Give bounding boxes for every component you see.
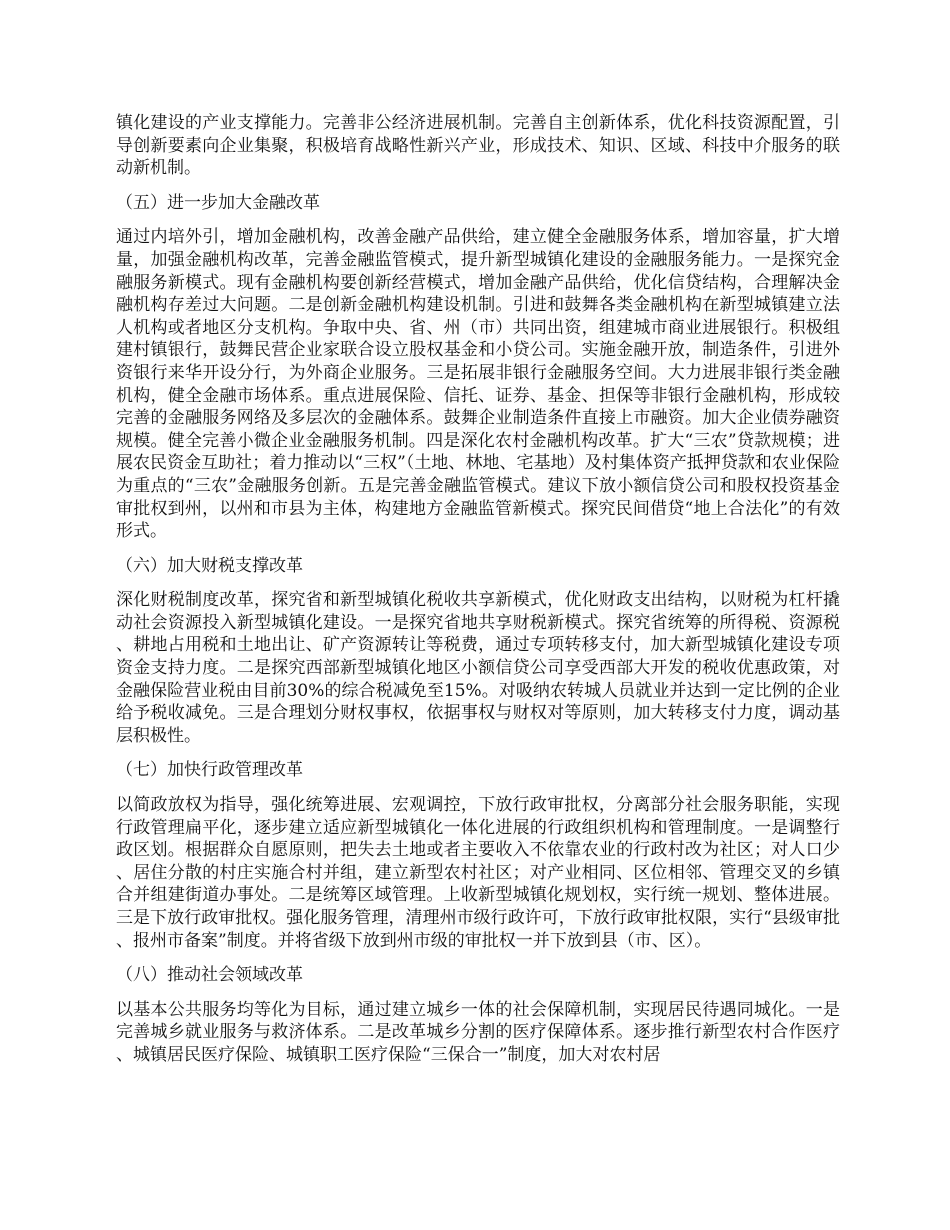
section-heading-social-reform: （八）推动社会领域改革 [116,965,303,986]
paragraph-social-reform: 以基本公共服务均等化为目标，通过建立城乡一体的社会保障机制，实现居民待遇同城化。一是完善城乡就业服务与救济体系。二是改革城乡分割的医疗保障体系。逐步推行新型农村合作医疗、城镇居民医疗保险、城镇职工医疗保险“三保合一”制度，加大对农村居 [116,999,840,1065]
paragraph-industry-support: 镇化建设的产业支撑能力。完善非公经济进展机制。完善自主创新体系，优化科技资源配置，引导创新要素向企业集聚，积极培育战略性新兴产业，形成技术、知识、区域、科技中介服务的联动新机制。 [116,113,840,179]
paragraph-finance-reform: 通过内培外引，增加金融机构，改善金融产品供给，建立健全金融服务体系，增加容量，扩大增量，加强金融机构改革，完善金融监管模式，提升新型城镇化建设的金融服务能力。一是探究金融服务新模式。现有金融机构要创新经营模式，增加金融产品供给，优化信贷结构，合理解决金融机构存差过大问题。二是创新金融机构建设机制。引进和鼓舞各类金融机构在新型城镇建立法人机构或者地区分支机构。争取中央、省、州（市）共同出资，组建城市商业进展银行。积极组建村镇银行，鼓舞民营企业家联合设立股权基金和小贷公司。实施金融开放，制造条件，引进外资银行来华开设分行，为外商企业服务。三是拓展非银行金融服务空间。大力进展非银行类金融机构，健全金融市场体系。重点进展保险、信托、证券、基金、担保等非银行金融机构，形成较完善的金融服务网络及多层次的金融体系。鼓舞企业制造条件直接上市融资。加大企业债券融资规模。健全完善小微企业金融服务机制。四是深化农村金融机构改革。扩大“三农”贷款规模；进展农民资金互助社；着力推动以“三权”（土地、林地、宅基地）及村集体资产抵押贷款和农业保险为重点的“三农”金融服务创新。五是完善金融监管模式。建议下放小额信贷公司和股权投资基金审批权到州，以州和市县为主体，构建地方金融监管新模式。探究民间借贷“地上合法化”的有效形式。 [116,227,840,542]
section-heading-finance-reform: （五）进一步加大金融改革 [116,192,320,213]
section-heading-fiscal-tax-reform: （六）加大财税支撑改革 [116,555,303,576]
document-page [116,112,840,1079]
paragraph-fiscal-tax-reform: 深化财税制度改革，探究省和新型城镇化税收共享新模式，优化财政支出结构，以财税为杠杆撬动社会资源投入新型城镇化建设。一是探究省地共享财税新模式。探究省统筹的所得税、资源税、耕地占用税和土地出让、矿产资源转让等税费，通过专项转移支付，加大新型城镇化建设专项资金支持力度。二是探究西部新型城镇化地区小额信贷公司享受西部大开发的税收优惠政策，对金融保险营业税由目前30%的综合税减免至15%。对吸纳农转城人员就业并达到一定比例的企业给予税收减免。三是合理划分财权事权，依据事权与财权对等原则，加大转移支付力度，调动基层积极性。 [116,590,840,746]
section-heading-administrative-reform: （七）加快行政管理改革 [116,760,303,781]
paragraph-administrative-reform: 以简政放权为指导，强化统筹进展、宏观调控，下放行政审批权，分离部分社会服务职能，实现行政管理扁平化，逐步建立适应新型城镇化一体化进展的行政组织机构和管理制度。一是调整行政区划。根据群众自愿原则，把失去土地或者主要收入不依靠农业的行政村改为社区；对人口少、居住分散的村庄实施合村并组，建立新型农村社区；对产业相同、区位相邻、管理交叉的乡镇合并组建街道办事处。二是统筹区域管理。上收新型城镇化规划权，实行统一规划、整体进展。三是下放行政审批权。强化服务管理，清理州市级行政许可，下放行政审批权限，实行“县级审批、报州市备案”制度。并将省级下放到州市级的审批权一并下放到县（市、区）。 [116,795,840,951]
